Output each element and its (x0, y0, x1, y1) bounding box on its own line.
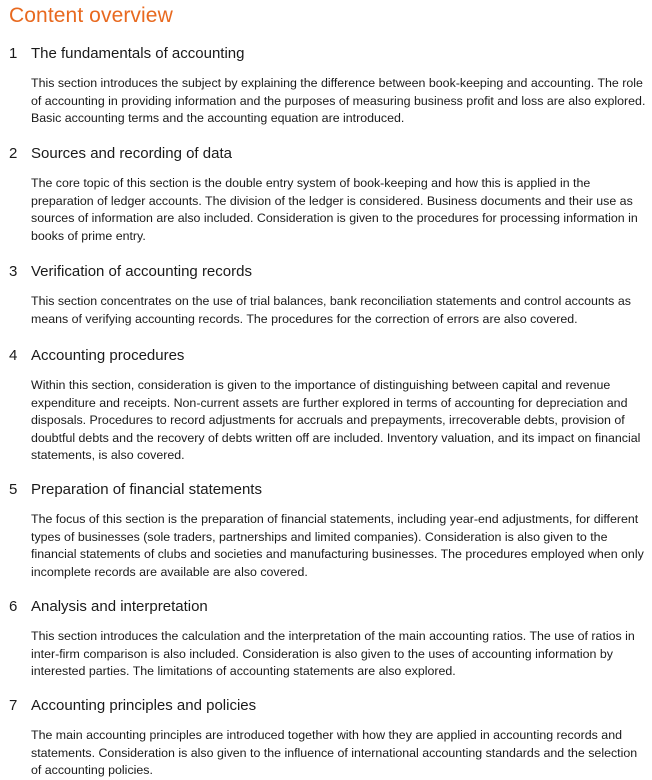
section-body: This section concentrates on the use of trial balances, bank reconciliation statements and control accounts as means of verifying accounting records. The procedures for the correction of errors are also covered. (31, 294, 631, 326)
section-heading (9, 598, 208, 615)
section-body: The focus of this section is the preparation of financial statements, including year-end adjustments, for different types of businesses (sole traders, partnerships and limited companies). Consideration is also given to the financial statements of clubs and societies and manufacturing businesses. The procedures employed when only incomplete records are available are also covered. (31, 512, 644, 579)
section-title: The fundamentals of accounting (31, 45, 245, 62)
section-title: Verification of accounting records (31, 263, 252, 280)
section-title: Accounting principles and policies (31, 697, 257, 714)
section-heading (9, 145, 232, 162)
section-title: Sources and recording of data (31, 145, 232, 162)
section-heading (9, 263, 252, 280)
section-heading (9, 697, 256, 714)
section-body: The main accounting principles are introduced together with how they are applied in accounting records and statements. Consideration is also given to the influence of international accounting standards and the selection of accounting policies. (31, 728, 638, 778)
section-heading (9, 45, 244, 62)
section-number: 1 (9, 45, 18, 62)
section-body: Within this section, consideration is given to the importance of distinguishing between capital and revenue expenditure and receipts. Non-current assets are further explored in terms of accounting for depreciation and disposals. Procedures to record adjustments for accruals and prepayments, irrecoverable debts, provision of doubtful debts and the recovery of debts written off are included. Inventory valuation, and its impact on financial statements, is also covered. (31, 378, 641, 463)
section-number: 7 (9, 697, 18, 714)
section-number: 5 (9, 481, 18, 498)
section-heading (9, 481, 262, 498)
section-body: This section introduces the subject by explaining the difference between book-keeping and accounting. The role of accounting in providing information and the purposes of measuring business profit and loss are also explored. Basic accounting terms and the accounting equation are introduced. (31, 76, 646, 126)
section-body: This section introduces the calculation and the interpretation of the main accounting ratios. The use of ratios in inter-firm comparison is also included. Consideration is also given to the uses of accounting information by interested parties. The limitations of accounting statements are also explored. (31, 629, 635, 679)
section-title: Analysis and interpretation (31, 598, 208, 615)
section-title: Accounting procedures (31, 347, 185, 364)
section-number: 3 (9, 263, 18, 280)
section-heading (9, 347, 184, 364)
section-number: 2 (9, 145, 18, 162)
section-number: 4 (9, 347, 18, 364)
page-title: Content overview (9, 4, 173, 27)
section-title: Preparation of financial statements (31, 481, 262, 498)
section-number: 6 (9, 598, 18, 615)
section-body: The core topic of this section is the double entry system of book-keeping and how this is applied in the preparation of ledger accounts. The division of the ledger is considered. Business documents and their use as sources of information are also included. Consideration is given to the procedures for processing information in books of prime entry. (31, 176, 638, 243)
